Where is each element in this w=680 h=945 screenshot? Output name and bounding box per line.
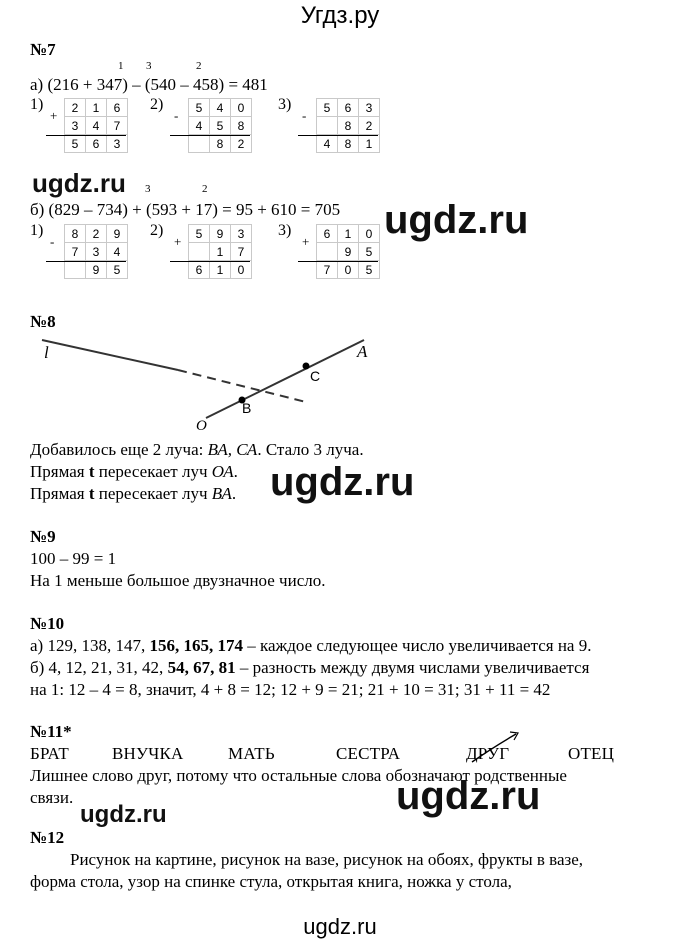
- cell: 1: [338, 225, 359, 243]
- task7-number: №7: [30, 40, 56, 59]
- task7b-step-3: 3): [278, 222, 292, 239]
- task10-line-b2: на 1: 12 – 4 = 8, значит, 4 + 8 = 12; 12 + 9 = 21; 21 + 10 = 31; 31 + 11 = 42: [30, 680, 551, 699]
- task12-line-1: Рисунок на картине, рисунок на вазе, рисунок на обоях, фрукты в вазе,: [70, 850, 584, 869]
- footer-watermark: ugdz.ru: [303, 914, 377, 939]
- cell: 6: [86, 135, 107, 153]
- cell: 9: [210, 225, 231, 243]
- task7a-step-1: 1): [30, 96, 44, 113]
- calc-operator: -: [302, 108, 307, 123]
- task11-line-1: Лишнее слово друг, потому что остальные слова обозначают родственные: [30, 766, 567, 785]
- cell: 3: [359, 99, 380, 117]
- cell: 1: [86, 99, 107, 117]
- task7a-order-3: 3: [146, 60, 152, 72]
- cell: 8: [338, 135, 359, 153]
- label-o: O: [196, 418, 207, 434]
- task7b-step-1: 1): [30, 222, 44, 239]
- word-drug: ДРУГ: [466, 744, 510, 763]
- cell: 5: [189, 99, 210, 117]
- site-title: Угдз.ру: [300, 2, 380, 29]
- point-c: [303, 363, 310, 370]
- cell: 3: [231, 225, 252, 243]
- cell: 5: [65, 135, 86, 153]
- ray-oa: [206, 340, 364, 418]
- cell: 1: [210, 243, 231, 261]
- task9-line-2: На 1 меньше большое двузначное число.: [30, 571, 326, 590]
- task7a-expression: а) (216 + 347) – (540 – 458) = 481: [30, 75, 268, 94]
- task10-line-b: б) 4, 12, 21, 31, 42, 54, 67, 81 – разность между двумя числами увеличивается: [30, 658, 590, 677]
- word-brat: БРАТ: [30, 744, 70, 763]
- strikethrough-mark: [466, 728, 526, 768]
- cell: 8: [210, 135, 231, 153]
- task7b-order-2: 2: [202, 183, 208, 195]
- cell: 0: [231, 99, 252, 117]
- cell: 7: [317, 261, 338, 279]
- cell: 4: [189, 117, 210, 135]
- task7a-step-3: 3): [278, 96, 292, 113]
- cell: 0: [338, 261, 359, 279]
- task11-line-2: связи.: [30, 788, 74, 807]
- task7b-step-2: 2): [150, 222, 164, 239]
- word-vnuchka: ВНУЧКА: [112, 744, 184, 763]
- task7b-order-3: 3: [145, 183, 151, 195]
- watermark: ugdz.ru: [384, 198, 529, 242]
- word-otets: ОТЕЦ: [568, 744, 615, 763]
- calc-operator: +: [302, 234, 310, 249]
- cell: 5: [107, 261, 128, 279]
- cell: 8: [65, 225, 86, 243]
- cell: 9: [86, 261, 107, 279]
- task9-line-1: 100 – 99 = 1: [30, 549, 117, 568]
- task7a-order-1: 1: [118, 60, 124, 72]
- calc-operator: +: [50, 108, 58, 123]
- calc-operator: -: [50, 234, 55, 249]
- cell: 5: [189, 225, 210, 243]
- task9-number: №9: [30, 527, 56, 546]
- cell: 4: [107, 243, 128, 261]
- watermark: ugdz.ru: [270, 460, 415, 504]
- cell: 3: [86, 243, 107, 261]
- task7a-order-2: 2: [196, 60, 202, 72]
- cell: 8: [231, 117, 252, 135]
- task12-line-2: форма стола, узор на спинке стула, открытая книга, ножка у стола,: [30, 872, 512, 891]
- task11-number: №11*: [30, 722, 72, 741]
- cell: 8: [338, 117, 359, 135]
- task7a-step-2: 2): [150, 96, 164, 113]
- task7b-expression: б) (829 – 734) + (593 + 17) = 95 + 610 = 705: [30, 200, 341, 219]
- line-t-solid: [42, 340, 178, 370]
- task12-number: №12: [30, 828, 65, 847]
- calc-operator: +: [174, 234, 182, 249]
- task11-word-list: [0, 744, 680, 766]
- cell: 9: [107, 225, 128, 243]
- cell: 4: [317, 135, 338, 153]
- cell: 6: [317, 225, 338, 243]
- calc-operator: -: [174, 108, 179, 123]
- task8-number: №8: [30, 312, 56, 331]
- task8-line-3: Прямая t пересекает луч ВА.: [30, 484, 237, 503]
- cell: 7: [107, 117, 128, 135]
- task8-line-1: Добавилось еще 2 луча: ВА, СА. Стало 3 луча.: [30, 440, 364, 459]
- cell: 7: [231, 243, 252, 261]
- cell: 9: [338, 243, 359, 261]
- cell: 6: [107, 99, 128, 117]
- cell: 0: [231, 261, 252, 279]
- task8-line-2: Прямая t пересекает луч ОА.: [30, 462, 238, 481]
- watermark: ugdz.ru: [32, 168, 126, 198]
- cell: 5: [210, 117, 231, 135]
- cell: 1: [210, 261, 231, 279]
- task10-number: №10: [30, 614, 65, 633]
- cell: 2: [65, 99, 86, 117]
- task10-line-a: а) 129, 138, 147, 156, 165, 174 – каждое следующее число увеличивается на 9.: [30, 636, 592, 655]
- cell: 0: [359, 225, 380, 243]
- cell: 1: [359, 135, 380, 153]
- watermark: ugdz.ru: [396, 774, 541, 818]
- cell: 7: [65, 243, 86, 261]
- label-c: C: [310, 368, 321, 384]
- cell: 2: [86, 225, 107, 243]
- watermark: ugdz.ru: [80, 801, 167, 828]
- cell: 5: [317, 99, 338, 117]
- word-sestra: СЕСТРА: [336, 744, 401, 763]
- cell: 2: [231, 135, 252, 153]
- cell: 4: [210, 99, 231, 117]
- cell: 5: [359, 261, 380, 279]
- cell: 5: [359, 243, 380, 261]
- word-mat: МАТЬ: [228, 744, 275, 763]
- cell: 6: [338, 99, 359, 117]
- cell: 3: [107, 135, 128, 153]
- cell: 2: [359, 117, 380, 135]
- label-l: l: [44, 343, 49, 362]
- cell: 6: [189, 261, 210, 279]
- label-a: A: [357, 342, 368, 361]
- cell: 4: [86, 117, 107, 135]
- cell: 3: [65, 117, 86, 135]
- label-b: B: [242, 400, 252, 416]
